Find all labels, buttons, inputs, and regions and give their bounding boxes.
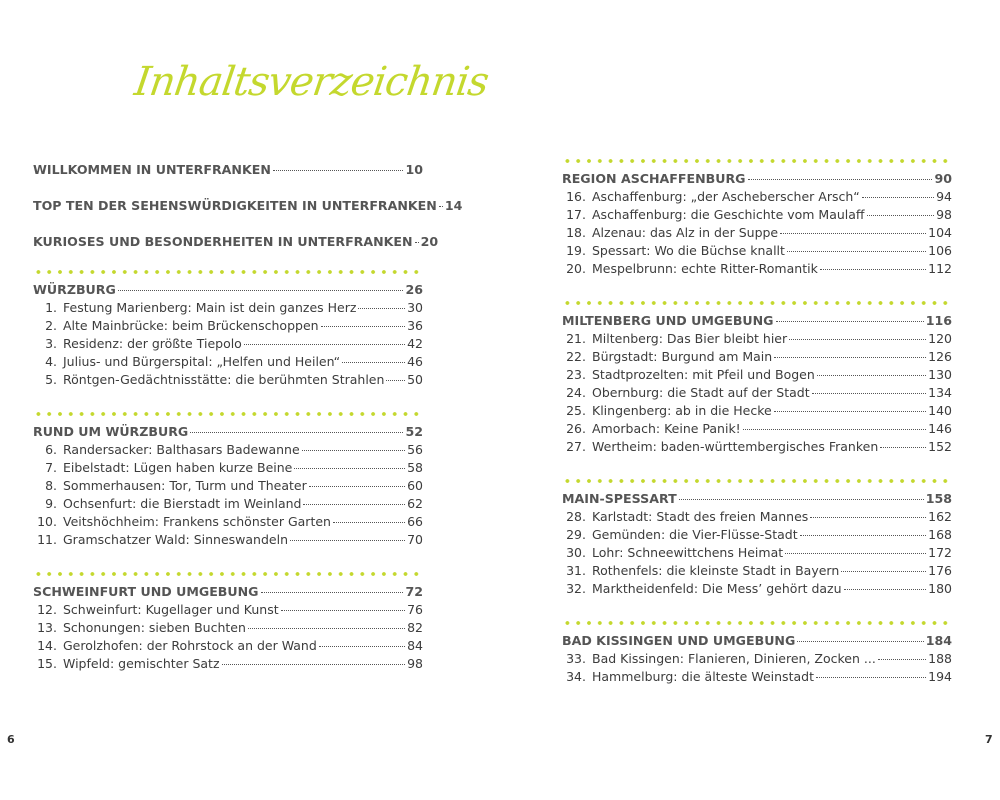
page-ref: 42	[407, 336, 423, 351]
toc-entry-row[interactable]	[562, 508, 952, 526]
entry-number: 17.	[566, 207, 586, 222]
entry-number: 11.	[37, 532, 57, 547]
section-heading-row[interactable]	[33, 281, 423, 299]
page-ref: 120	[928, 331, 952, 346]
entry-title: Mespelbrunn: echte Ritter-Romantik	[592, 261, 818, 276]
dot-leader	[319, 646, 405, 647]
toc-entry-row[interactable]	[33, 477, 423, 495]
entry-title: Alzenau: das Alz in der Suppe	[592, 225, 779, 240]
entry-number: 9.	[45, 496, 57, 511]
entry-title: Schonungen: sieben Buchten	[63, 620, 246, 635]
toc-entry-row[interactable]	[562, 224, 952, 242]
entry-title: Veitshöchheim: Frankens schönster Garten	[63, 514, 331, 529]
page-ref: 72	[405, 584, 423, 599]
dot-leader	[878, 659, 926, 660]
section-title: BAD KISSINGEN UND UMGEBUNG	[562, 633, 796, 648]
entry-title: Spessart: Wo die Büchse knallt	[592, 243, 785, 258]
page-ref: 106	[928, 243, 952, 258]
page-ref: 98	[936, 207, 952, 222]
dot-leader	[810, 517, 926, 518]
entry-number: 7.	[45, 460, 57, 475]
entry-number: 14.	[37, 638, 57, 653]
toc-entry-row[interactable]	[33, 353, 423, 371]
entry-number: 16.	[566, 189, 586, 204]
entry-title: Eibelstadt: Lügen haben kurze Beine	[63, 460, 293, 475]
page-ref: 20	[420, 234, 439, 249]
toc-entry-row[interactable]	[562, 562, 952, 580]
entry-number: 19.	[566, 243, 586, 258]
page-ref: 14	[444, 198, 463, 213]
entry-title: Röntgen-Gedächtnisstätte: die berühmten Strahlen	[63, 372, 385, 387]
page-ref: 30	[407, 300, 423, 315]
entry-title: Bürgstadt: Burgund am Main	[592, 349, 773, 364]
section-heading-row[interactable]	[33, 423, 423, 441]
dot-leader	[862, 197, 934, 198]
toc-intro-row[interactable]	[33, 197, 463, 215]
dotted-divider	[33, 269, 423, 275]
page-ref: 62	[407, 496, 423, 511]
toc-entry-row[interactable]	[562, 544, 952, 562]
entry-title: Stadtprozelten: mit Pfeil und Bogen	[592, 367, 815, 382]
entry-title: Klingenberg: ab in die Hecke	[592, 403, 772, 418]
toc-entry-row[interactable]	[33, 317, 423, 335]
toc-section	[33, 571, 423, 673]
dot-leader	[118, 290, 404, 291]
entry-number: 26.	[566, 421, 586, 436]
dot-leader	[776, 321, 924, 322]
page-ref: 50	[407, 372, 423, 387]
entry-number: 31.	[566, 563, 586, 578]
entry-title: Bad Kissingen: Flanieren, Dinieren, Zocken ...	[592, 651, 876, 666]
section-heading-row[interactable]	[562, 490, 952, 508]
dot-leader	[789, 339, 926, 340]
entry-number: 12.	[37, 602, 57, 617]
dot-leader	[333, 522, 405, 523]
section-heading-row[interactable]	[562, 170, 952, 188]
page-ref: 94	[936, 189, 952, 204]
dot-leader	[774, 357, 926, 358]
entry-number: 18.	[566, 225, 586, 240]
page-ref: 90	[934, 171, 952, 186]
entry-number: 33.	[566, 651, 586, 666]
dot-leader	[244, 344, 405, 345]
page-ref: 82	[407, 620, 423, 635]
dot-leader	[290, 540, 405, 541]
dot-leader	[774, 411, 926, 412]
toc-entry-row[interactable]	[562, 260, 952, 278]
dot-leader	[281, 610, 405, 611]
toc-left-sections	[33, 269, 423, 673]
dot-leader	[303, 504, 405, 505]
entry-title: Randersacker: Balthasars Badewanne	[63, 442, 300, 457]
page-ref: 76	[407, 602, 423, 617]
dot-leader	[309, 486, 405, 487]
toc-entry-row[interactable]	[562, 242, 952, 260]
entry-number: 20.	[566, 261, 586, 276]
page-ref: 162	[928, 509, 952, 524]
section-title: WILLKOMMEN IN UNTERFRANKEN	[33, 162, 271, 177]
page-ref: 104	[928, 225, 952, 240]
toc-entry-row[interactable]	[562, 420, 952, 438]
entry-title: Rothenfels: die kleinste Stadt in Bayern	[592, 563, 840, 578]
entry-title: Wertheim: baden-württembergisches Franken	[592, 439, 879, 454]
dotted-divider	[562, 300, 952, 306]
entry-title: Gerolzhofen: der Rohrstock an der Wand	[63, 638, 317, 653]
page-ref: 46	[407, 354, 423, 369]
dot-leader	[748, 179, 933, 180]
dot-leader	[415, 242, 419, 243]
entry-number: 10.	[37, 514, 57, 529]
section-title: MAIN-SPESSART	[562, 491, 677, 506]
page-ref: 98	[407, 656, 423, 671]
toc-section	[33, 411, 423, 549]
toc-entry-row[interactable]	[33, 441, 423, 459]
entry-title: Wipfeld: gemischter Satz	[63, 656, 220, 671]
page-ref: 146	[928, 421, 952, 436]
entry-title: Festung Marienberg: Main ist dein ganzes Herz	[63, 300, 357, 315]
dot-leader	[248, 628, 405, 629]
page-ref: 188	[928, 651, 952, 666]
page-ref: 66	[407, 514, 423, 529]
toc-entry-row[interactable]	[562, 330, 952, 348]
dot-leader	[844, 589, 927, 590]
dotted-divider	[33, 411, 423, 417]
entry-number: 24.	[566, 385, 586, 400]
toc-entry-row[interactable]	[562, 384, 952, 402]
page-ref: 26	[405, 282, 423, 297]
dotted-divider	[562, 158, 952, 164]
entry-number: 1.	[45, 300, 57, 315]
toc-section	[562, 478, 952, 598]
entry-number: 25.	[566, 403, 586, 418]
page-number-left: 6	[7, 733, 15, 746]
entry-number: 27.	[566, 439, 586, 454]
toc-section	[562, 300, 952, 456]
toc-entry-row[interactable]	[562, 402, 952, 420]
dot-leader	[302, 450, 405, 451]
entry-title: Marktheidenfeld: Die Mess’ gehört dazu	[592, 581, 842, 596]
page-ref: 84	[407, 638, 423, 653]
toc-entry-row[interactable]	[562, 650, 952, 668]
page-ref: 56	[407, 442, 423, 457]
dot-leader	[780, 233, 926, 234]
toc-entry-row[interactable]	[33, 531, 423, 549]
section-title: MILTENBERG UND UMGEBUNG	[562, 313, 774, 328]
entry-number: 3.	[45, 336, 57, 351]
entry-title: Obernburg: die Stadt auf der Stadt	[592, 385, 810, 400]
section-heading-row[interactable]	[562, 312, 952, 330]
entry-number: 32.	[566, 581, 586, 596]
page-ref: 126	[928, 349, 952, 364]
entry-title: Residenz: der größte Tiepolo	[63, 336, 242, 351]
toc-intro-row[interactable]	[33, 161, 423, 179]
toc-entry-row[interactable]	[562, 580, 952, 598]
page-ref: 152	[928, 439, 952, 454]
page-number-right: 7	[985, 733, 993, 746]
section-heading-row[interactable]	[33, 583, 423, 601]
page-ref: 70	[407, 532, 423, 547]
toc-section	[562, 158, 952, 278]
page-ref: 10	[405, 162, 423, 177]
entry-number: 28.	[566, 509, 586, 524]
entry-title: Karlstadt: Stadt des freien Mannes	[592, 509, 809, 524]
page-ref: 36	[407, 318, 423, 333]
dot-leader	[321, 326, 406, 327]
toc-entry-row[interactable]	[562, 188, 952, 206]
toc-right-column	[562, 158, 952, 708]
section-title: REGION ASCHAFFENBURG	[562, 171, 746, 186]
toc-right-sections	[562, 158, 952, 686]
entry-number: 13.	[37, 620, 57, 635]
dot-leader	[841, 571, 926, 572]
page-ref: 112	[928, 261, 952, 276]
dot-leader	[439, 206, 443, 207]
page-ref: 134	[928, 385, 952, 400]
dotted-divider	[562, 478, 952, 484]
dot-leader	[743, 429, 926, 430]
section-title: RUND UM WÜRZBURG	[33, 424, 189, 439]
toc-entry-row[interactable]	[33, 371, 423, 389]
toc-entry-row[interactable]	[562, 526, 952, 544]
entry-title: Lohr: Schneewittchens Heimat	[592, 545, 784, 560]
entry-number: 34.	[566, 669, 586, 684]
dotted-divider	[562, 620, 952, 626]
page-ref: 172	[928, 545, 952, 560]
toc-section	[562, 620, 952, 686]
dot-leader	[817, 375, 926, 376]
toc-entry-row[interactable]	[33, 459, 423, 477]
page-ref: 52	[405, 424, 423, 439]
dot-leader	[222, 664, 406, 665]
dot-leader	[867, 215, 935, 216]
dot-leader	[785, 553, 926, 554]
page-ref: 58	[407, 460, 423, 475]
page-ref: 184	[925, 633, 952, 648]
page-ref: 158	[925, 491, 952, 506]
dot-leader	[880, 447, 926, 448]
entry-number: 2.	[45, 318, 57, 333]
dot-leader	[800, 535, 927, 536]
toc-entry-row[interactable]	[562, 668, 952, 686]
entry-title: Schweinfurt: Kugellager und Kunst	[63, 602, 279, 617]
dot-leader	[294, 468, 405, 469]
entry-title: Julius- und Bürgerspital: „Helfen und Heilen“	[63, 354, 341, 369]
entry-title: Aschaffenburg: „der Ascheberscher Arsch“	[592, 189, 860, 204]
page-ref: 130	[928, 367, 952, 382]
dotted-divider	[33, 571, 423, 577]
dot-leader	[816, 677, 926, 678]
entry-number: 22.	[566, 349, 586, 364]
toc-intro-row[interactable]	[33, 233, 439, 251]
entry-title: Miltenberg: Das Bier bleibt hier	[592, 331, 788, 346]
dot-leader	[787, 251, 926, 252]
dot-leader	[342, 362, 405, 363]
toc-entry-row[interactable]	[33, 335, 423, 353]
dot-leader	[679, 499, 924, 500]
entry-number: 29.	[566, 527, 586, 542]
toc-section	[33, 269, 423, 389]
page-ref: 180	[928, 581, 952, 596]
entry-title: Ochsenfurt: die Bierstadt im Weinland	[63, 496, 302, 511]
toc-entry-row[interactable]	[33, 495, 423, 513]
entry-title: Gemünden: die Vier-Flüsse-Stadt	[592, 527, 798, 542]
dot-leader	[820, 269, 926, 270]
entry-number: 23.	[566, 367, 586, 382]
dot-leader	[261, 592, 404, 593]
section-title: TOP TEN DER SEHENSWÜRDIGKEITEN IN UNTERFRANKEN	[33, 198, 437, 213]
toc-entry-row[interactable]	[33, 655, 423, 673]
entry-title: Aschaffenburg: die Geschichte vom Maulaff	[592, 207, 865, 222]
section-heading-row[interactable]	[562, 632, 952, 650]
dot-leader	[386, 380, 405, 381]
entry-number: 5.	[45, 372, 57, 387]
toc-entry-row[interactable]	[33, 619, 423, 637]
page-ref: 116	[925, 313, 952, 328]
section-title: KURIOSES UND BESONDERHEITEN IN UNTERFRANKEN	[33, 234, 413, 249]
toc-entry-row[interactable]	[33, 513, 423, 531]
toc-entry-row[interactable]	[33, 601, 423, 619]
toc-left-column	[33, 161, 463, 695]
toc-intro	[33, 161, 463, 251]
page-ref: 168	[928, 527, 952, 542]
entry-number: 8.	[45, 478, 57, 493]
entry-number: 21.	[566, 331, 586, 346]
page-ref: 60	[407, 478, 423, 493]
toc-entry-row[interactable]	[33, 637, 423, 655]
entry-title: Gramschatzer Wald: Sinneswandeln	[63, 532, 288, 547]
toc-entry-row[interactable]	[562, 438, 952, 456]
page-title: Inhaltsverzeichnis	[131, 59, 491, 105]
entry-number: 15.	[37, 656, 57, 671]
dot-leader	[358, 308, 405, 309]
entry-title: Hammelburg: die älteste Weinstadt	[592, 669, 814, 684]
entry-title: Alte Mainbrücke: beim Brückenschoppen	[63, 318, 319, 333]
dot-leader	[797, 641, 923, 642]
entry-title: Amorbach: Keine Panik!	[592, 421, 741, 436]
entry-number: 4.	[45, 354, 57, 369]
toc-entry-row[interactable]	[562, 366, 952, 384]
page-ref: 176	[928, 563, 952, 578]
toc-entry-row[interactable]	[562, 348, 952, 366]
dot-leader	[273, 170, 404, 171]
entry-number: 6.	[45, 442, 57, 457]
page-ref: 194	[928, 669, 952, 684]
entry-number: 30.	[566, 545, 586, 560]
section-title: WÜRZBURG	[33, 282, 116, 297]
section-title: SCHWEINFURT UND UMGEBUNG	[33, 584, 259, 599]
page-ref: 140	[928, 403, 952, 418]
toc-entry-row[interactable]	[33, 299, 423, 317]
dot-leader	[190, 432, 403, 433]
dot-leader	[812, 393, 927, 394]
entry-title: Sommerhausen: Tor, Turm und Theater	[63, 478, 307, 493]
toc-entry-row[interactable]	[562, 206, 952, 224]
